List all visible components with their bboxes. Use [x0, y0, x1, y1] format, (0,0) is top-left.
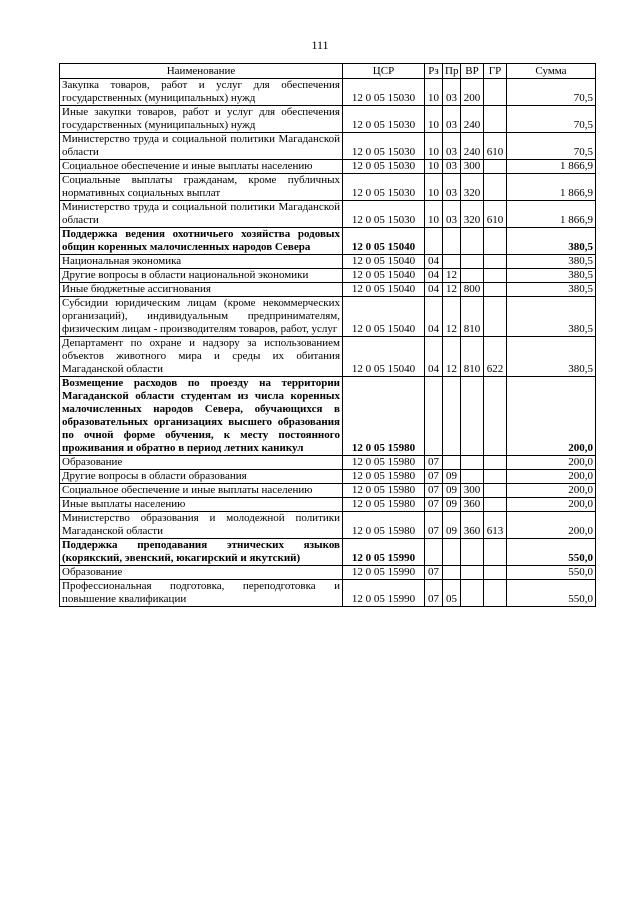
row-sum-cell: 1 866,9	[507, 160, 596, 174]
row-sum-cell: 200,0	[507, 498, 596, 512]
row-rz-cell: 10	[425, 79, 443, 106]
row-csr-cell: 12 0 05 15980	[343, 470, 425, 484]
row-rz-cell: 07	[425, 498, 443, 512]
row-rz-cell: 10	[425, 174, 443, 201]
row-csr-cell: 12 0 05 15030	[343, 133, 425, 160]
row-sum-cell: 200,0	[507, 512, 596, 539]
row-name-cell: Образование	[60, 566, 343, 580]
row-gr-cell	[484, 174, 507, 201]
row-sum-cell: 1 866,9	[507, 174, 596, 201]
row-pr-cell: 09	[443, 470, 461, 484]
row-rz-cell: 04	[425, 255, 443, 269]
row-vr-cell: 240	[461, 133, 484, 160]
row-name-cell: Поддержка преподавания этнических языков (корякский, эвенский, юкагирский и якутский)	[60, 539, 343, 566]
row-pr-cell: 09	[443, 512, 461, 539]
row-pr-cell	[443, 228, 461, 255]
row-pr-cell: 09	[443, 484, 461, 498]
row-csr-cell: 12 0 05 15030	[343, 79, 425, 106]
table-row	[60, 106, 596, 133]
row-vr-cell	[461, 228, 484, 255]
row-gr-cell	[484, 79, 507, 106]
row-sum-cell: 380,5	[507, 269, 596, 283]
row-pr-cell: 03	[443, 174, 461, 201]
row-name-cell: Иные закупки товаров, работ и услуг для обеспечения государственных (муниципальных) нужд	[60, 106, 343, 133]
row-vr-cell: 360	[461, 512, 484, 539]
header-vr: ВР	[461, 64, 484, 79]
row-rz-cell	[425, 539, 443, 566]
row-sum-cell: 380,5	[507, 283, 596, 297]
row-pr-cell: 12	[443, 297, 461, 337]
table-row	[60, 255, 596, 269]
table-row	[60, 377, 596, 456]
row-rz-cell	[425, 228, 443, 255]
row-rz-cell: 07	[425, 484, 443, 498]
row-csr-cell: 12 0 05 15030	[343, 106, 425, 133]
row-sum-cell: 70,5	[507, 106, 596, 133]
row-name-cell: Поддержка ведения охотничьего хозяйства родовых общин коренных малочисленных народов Севера	[60, 228, 343, 255]
table-row	[60, 174, 596, 201]
row-pr-cell: 05	[443, 580, 461, 607]
table-row	[60, 470, 596, 484]
table-row	[60, 228, 596, 255]
row-sum-cell: 380,5	[507, 297, 596, 337]
table-row	[60, 580, 596, 607]
row-sum-cell: 200,0	[507, 470, 596, 484]
header-pr: Пр	[443, 64, 461, 79]
row-vr-cell	[461, 470, 484, 484]
table-row	[60, 337, 596, 377]
row-rz-cell: 04	[425, 283, 443, 297]
row-csr-cell: 12 0 05 15990	[343, 580, 425, 607]
row-csr-cell: 12 0 05 15980	[343, 512, 425, 539]
header-sum: Сумма	[507, 64, 596, 79]
row-name-cell: Министерство образования и молодежной политики Магаданской области	[60, 512, 343, 539]
row-csr-cell: 12 0 05 15990	[343, 566, 425, 580]
row-csr-cell: 12 0 05 15980	[343, 484, 425, 498]
row-gr-cell	[484, 484, 507, 498]
row-rz-cell: 10	[425, 106, 443, 133]
table-row	[60, 539, 596, 566]
row-rz-cell: 10	[425, 201, 443, 228]
row-vr-cell	[461, 456, 484, 470]
row-csr-cell: 12 0 05 15980	[343, 456, 425, 470]
row-gr-cell	[484, 498, 507, 512]
row-pr-cell: 03	[443, 160, 461, 174]
row-name-cell: Иные бюджетные ассигнования	[60, 283, 343, 297]
row-gr-cell	[484, 580, 507, 607]
row-name-cell: Другие вопросы в области национальной экономики	[60, 269, 343, 283]
table-row	[60, 133, 596, 160]
table-row	[60, 484, 596, 498]
row-vr-cell: 200	[461, 79, 484, 106]
row-gr-cell	[484, 228, 507, 255]
row-sum-cell: 200,0	[507, 484, 596, 498]
header-rz: Рз	[425, 64, 443, 79]
row-sum-cell: 380,5	[507, 337, 596, 377]
row-name-cell: Национальная экономика	[60, 255, 343, 269]
row-name-cell: Социальные выплаты гражданам, кроме публичных нормативных социальных выплат	[60, 174, 343, 201]
row-name-cell: Другие вопросы в области образования	[60, 470, 343, 484]
row-name-cell: Социальное обеспечение и иные выплаты населению	[60, 484, 343, 498]
row-vr-cell: 360	[461, 498, 484, 512]
row-gr-cell	[484, 283, 507, 297]
row-sum-cell: 200,0	[507, 377, 596, 456]
row-name-cell: Образование	[60, 456, 343, 470]
row-sum-cell: 380,5	[507, 255, 596, 269]
row-sum-cell: 200,0	[507, 456, 596, 470]
row-sum-cell: 70,5	[507, 79, 596, 106]
row-gr-cell	[484, 377, 507, 456]
table-row	[60, 498, 596, 512]
row-csr-cell: 12 0 05 15030	[343, 201, 425, 228]
row-sum-cell: 550,0	[507, 580, 596, 607]
row-csr-cell: 12 0 05 15040	[343, 297, 425, 337]
header-name: Наименование	[60, 64, 343, 79]
page-number: 111	[311, 38, 329, 52]
row-name-cell: Профессиональная подготовка, переподготовка и повышение квалификации	[60, 580, 343, 607]
table-row	[60, 566, 596, 580]
row-name-cell: Закупка товаров, работ и услуг для обеспечения государственных (муниципальных) нужд	[60, 79, 343, 106]
row-name-cell: Социальное обеспечение и иные выплаты населению	[60, 160, 343, 174]
row-rz-cell: 04	[425, 337, 443, 377]
row-pr-cell: 12	[443, 283, 461, 297]
table-row	[60, 160, 596, 174]
row-csr-cell: 12 0 05 15040	[343, 255, 425, 269]
row-name-cell: Министерство труда и социальной политики Магаданской области	[60, 201, 343, 228]
row-pr-cell	[443, 456, 461, 470]
row-csr-cell: 12 0 05 15990	[343, 539, 425, 566]
row-gr-cell	[484, 106, 507, 133]
table-row	[60, 269, 596, 283]
row-vr-cell	[461, 255, 484, 269]
row-rz-cell	[425, 377, 443, 456]
table-row	[60, 201, 596, 228]
row-pr-cell	[443, 377, 461, 456]
row-rz-cell: 07	[425, 470, 443, 484]
header-gr: ГР	[484, 64, 507, 79]
row-sum-cell: 550,0	[507, 566, 596, 580]
row-pr-cell: 03	[443, 79, 461, 106]
row-vr-cell	[461, 269, 484, 283]
row-pr-cell: 09	[443, 498, 461, 512]
row-gr-cell: 622	[484, 337, 507, 377]
row-csr-cell: 12 0 05 15040	[343, 283, 425, 297]
row-vr-cell	[461, 566, 484, 580]
row-name-cell: Возмещение расходов по проезду на территории Магаданской области студентам из числа коренных малочисленных народов Севера, обучающихся в образовательных организациях высшего образования по очной форме обучения, к месту постоянного проживания и обратно в период летних каникул	[60, 377, 343, 456]
row-csr-cell: 12 0 05 15980	[343, 498, 425, 512]
row-rz-cell: 10	[425, 160, 443, 174]
row-vr-cell: 810	[461, 297, 484, 337]
row-pr-cell: 12	[443, 269, 461, 283]
row-vr-cell: 320	[461, 201, 484, 228]
row-vr-cell: 240	[461, 106, 484, 133]
row-gr-cell	[484, 539, 507, 566]
row-sum-cell: 70,5	[507, 133, 596, 160]
row-pr-cell: 03	[443, 133, 461, 160]
row-rz-cell: 04	[425, 269, 443, 283]
row-vr-cell: 810	[461, 337, 484, 377]
row-rz-cell: 07	[425, 512, 443, 539]
row-pr-cell: 03	[443, 201, 461, 228]
row-csr-cell: 12 0 05 15980	[343, 377, 425, 456]
row-sum-cell: 380,5	[507, 228, 596, 255]
row-vr-cell	[461, 377, 484, 456]
row-csr-cell: 12 0 05 15030	[343, 174, 425, 201]
row-vr-cell: 300	[461, 160, 484, 174]
row-vr-cell: 800	[461, 283, 484, 297]
table-body	[60, 79, 596, 607]
row-gr-cell	[484, 470, 507, 484]
row-rz-cell: 07	[425, 580, 443, 607]
row-pr-cell	[443, 255, 461, 269]
budget-table	[59, 63, 596, 607]
row-gr-cell: 610	[484, 133, 507, 160]
row-vr-cell	[461, 580, 484, 607]
row-rz-cell: 07	[425, 456, 443, 470]
row-pr-cell	[443, 566, 461, 580]
row-csr-cell: 12 0 05 15030	[343, 160, 425, 174]
header-csr: ЦСР	[343, 64, 425, 79]
row-gr-cell	[484, 255, 507, 269]
row-sum-cell: 1 866,9	[507, 201, 596, 228]
row-gr-cell	[484, 269, 507, 283]
row-gr-cell	[484, 160, 507, 174]
row-name-cell: Министерство труда и социальной политики Магаданской области	[60, 133, 343, 160]
row-rz-cell: 04	[425, 297, 443, 337]
row-gr-cell	[484, 456, 507, 470]
row-gr-cell: 610	[484, 201, 507, 228]
header-row	[60, 64, 596, 79]
row-name-cell: Департамент по охране и надзору за использованием объектов животного мира и среды их обитания Магаданской области	[60, 337, 343, 377]
row-csr-cell: 12 0 05 15040	[343, 228, 425, 255]
table-row	[60, 79, 596, 106]
row-vr-cell	[461, 539, 484, 566]
row-sum-cell: 550,0	[507, 539, 596, 566]
row-rz-cell: 07	[425, 566, 443, 580]
row-name-cell: Иные выплаты населению	[60, 498, 343, 512]
row-name-cell: Субсидии юридическим лицам (кроме некоммерческих организаций), индивидуальным предпринимателям, физическим лицам - производителям товаров, работ, услуг	[60, 297, 343, 337]
table-row	[60, 283, 596, 297]
row-pr-cell: 03	[443, 106, 461, 133]
row-vr-cell: 300	[461, 484, 484, 498]
row-csr-cell: 12 0 05 15040	[343, 337, 425, 377]
row-csr-cell: 12 0 05 15040	[343, 269, 425, 283]
row-rz-cell: 10	[425, 133, 443, 160]
row-gr-cell: 613	[484, 512, 507, 539]
row-gr-cell	[484, 566, 507, 580]
row-pr-cell	[443, 539, 461, 566]
row-gr-cell	[484, 297, 507, 337]
table-row	[60, 297, 596, 337]
row-pr-cell: 12	[443, 337, 461, 377]
table-row	[60, 512, 596, 539]
row-vr-cell: 320	[461, 174, 484, 201]
table-row	[60, 456, 596, 470]
